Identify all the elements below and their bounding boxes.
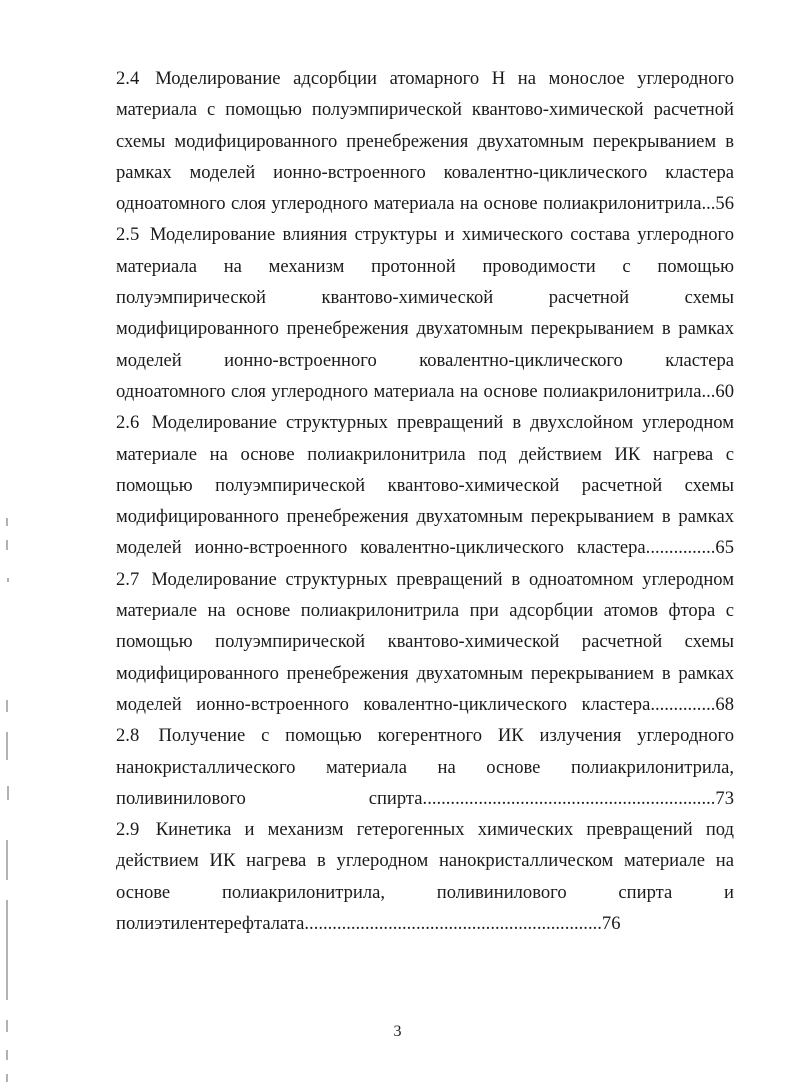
toc-entry-page: 56 bbox=[715, 193, 734, 215]
toc-entry-title: Моделирование структурных превращений в одноатомном углеродном материале на основе полиакрилонитрила при адсорбции атомов фтора с помощью полуэмпирической квантово-химической расчетной схемы модифицированного пренебрежения двухатомным перекрыванием в рамках моделей ионно-встроенного ковалентно-циклического кластера.............. bbox=[116, 568, 734, 715]
toc-entry-title: Моделирование влияния структуры и химического состава углеродного материала на механизм протонной проводимости с помощью полуэмпирической квантово-химической расчетной схемы модифицированного пренебрежения двухатомным перекрыванием в рамках моделей ионно-встроенного ковалентно-циклического кластера одноатомного слоя углеродного материала на основе полиакрилонитрила... bbox=[116, 224, 734, 402]
toc-entry-title: Получение с помощью когерентного ИК излучения углеродного нанокристаллического материала на основе полиакрилонитрила, поливинилового спирта............................................................... bbox=[116, 725, 734, 809]
toc-entry bbox=[116, 407, 734, 563]
toc-entry-page: 65 bbox=[715, 537, 734, 559]
toc-entry-title: Кинетика и механизм гетерогенных химических превращений под действием ИК нагрева в углеродном нанокристаллическом материале на основе полиакрилонитрила, поливинилового спирта и полиэтилентерефталата................................................................ bbox=[116, 819, 734, 935]
toc-entry bbox=[116, 720, 734, 814]
toc-entry-page: 76 bbox=[601, 913, 621, 935]
page-number: 3 bbox=[393, 1023, 402, 1040]
toc-entry bbox=[116, 219, 734, 407]
scan-binding-artifacts bbox=[4, 0, 12, 1090]
toc-entry-number: 2.9 bbox=[116, 819, 140, 841]
toc-entry-number: 2.7 bbox=[116, 568, 140, 590]
toc-entry-title: Моделирование адсорбции атомарного Н на монослое углеродного материала с помощью полуэмпирической квантово-химической расчетной схемы модифицированного пренебрежения двухатомным перекрыванием в рамках моделей ионно-встроенного ковалентно-циклического кластера одноатомного слоя углеродного материала на основе полиакрилонитрила... bbox=[116, 68, 735, 215]
toc-entry-number: 2.4 bbox=[116, 68, 140, 89]
toc-entry-number: 2.5 bbox=[116, 224, 140, 246]
toc-entry-title: Моделирование структурных превращений в двухслойном углеродном материале на основе полиакрилонитрила под действием ИК нагрева с помощью полуэмпирической квантово-химической расчетной схемы модифицированного пренебрежения двухатомным перекрыванием в рамках моделей ионно-встроенного ковалентно-циклического кластера............... bbox=[116, 412, 735, 559]
toc-entry-page: 60 bbox=[715, 380, 734, 402]
toc-entry-number: 2.6 bbox=[116, 412, 140, 434]
toc-entry bbox=[116, 814, 734, 939]
table-of-contents bbox=[116, 63, 734, 939]
toc-entry-page: 68 bbox=[715, 693, 734, 715]
toc-entry-page: 73 bbox=[715, 787, 734, 809]
toc-entry-number: 2.8 bbox=[116, 725, 140, 747]
toc-entry bbox=[116, 564, 734, 720]
toc-entry bbox=[116, 63, 734, 219]
